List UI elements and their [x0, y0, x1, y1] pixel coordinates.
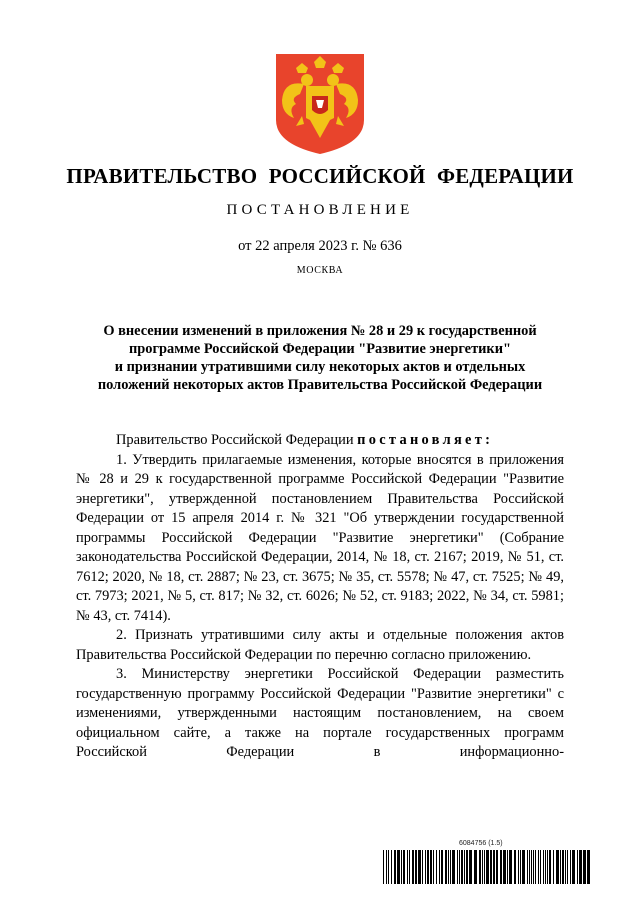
heading-line: программе Российской Федерации "Развитие энергетики": [129, 341, 511, 357]
paragraph-1: 1. Утвердить прилагаемые изменения, которые вносятся в приложения № 28 и 29 к государственной программе Российской Федерации "Развитие энергетики", утвержденной постановлением Правительства Российской Федерации от 15 апреля 2014 г. № 321 "Об утверждении государственной программы Российской Федерации "Развитие энергетики" (Собрание законодательства Российской Федерации, 2014, № 18, ст. 2167; 2019, № 51, ст. 7612; 2020, № 18, ст. 2887; № 23, ст. 3675; № 35, ст. 5578; № 47, ст. 7525; № 49, ст. 7973; 2021, № 5, ст. 817; № 32, ст. 6026; № 52, ст. 9183; 2022, № 34, ст. 5981; № 43, ст. 7414).: [76, 451, 564, 624]
paragraph-3: 3. Министерству энергетики Российской Федерации разместить государственную программу Российской Федерации "Развитие энергетики" с изменениями, утвержденными настоящим постановлением, на своем официальном сайте, а также на портале государственных программ Российской Федерации в информационно-: [76, 666, 564, 760]
government-title: ПРАВИТЕЛЬСТВО РОССИЙСКОЙ ФЕДЕРАЦИИ: [66, 164, 574, 188]
barcode-icon: [383, 850, 591, 884]
lead-verb: постановляет:: [357, 432, 494, 448]
document-heading: [70, 322, 570, 394]
lead-prefix: Правительство Российской Федерации: [116, 432, 358, 448]
russian-coat-of-arms-icon: [274, 52, 366, 156]
document-body: [76, 431, 564, 763]
barcode-label: 6084756 (1.5): [459, 840, 503, 847]
lead-sentence: [76, 431, 564, 451]
document-date-number: от 22 апреля 2023 г. № 636: [238, 238, 402, 254]
heading-line: и признании утратившими силу некоторых актов и отдельных: [114, 359, 526, 375]
document-city: МОСКВА: [296, 265, 344, 276]
document-type: ПОСТАНОВЛЕНИЕ: [226, 202, 414, 218]
paragraph-2: 2. Признать утратившими силу акты и отдельные положения актов Правительства Российской Федерации по перечню согласно приложению.: [76, 627, 564, 663]
heading-line: О внесении изменений в приложения № 28 и 29 к государственной: [103, 323, 537, 339]
heading-line: положений некоторых актов Правительства Российской Федерации: [97, 377, 543, 393]
